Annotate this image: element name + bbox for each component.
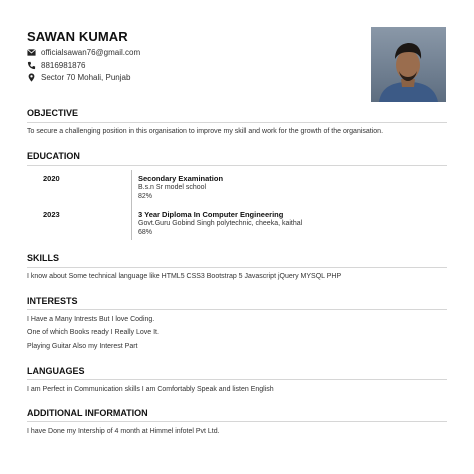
section-title-education: EDUCATION	[27, 151, 80, 161]
interest-line: Playing Guitar Also my Interest Part	[27, 343, 138, 350]
education-school: Govt.Guru Gobind Singh polytechnic, cheeka, kaithal	[138, 220, 303, 227]
interest-line: One of which Books ready I Really Love It.	[27, 329, 159, 336]
divider	[27, 421, 447, 422]
contact-phone	[27, 61, 86, 70]
education-school: B.s.n Sr model school	[138, 184, 207, 191]
education-timeline-line	[131, 170, 132, 240]
education-year: 2020	[43, 174, 60, 183]
email-text: officialsawan76@gmail.com	[41, 48, 141, 57]
profile-photo	[371, 27, 446, 102]
address-text: Sector 70 Mohali, Punjab	[41, 73, 131, 82]
divider	[27, 122, 447, 123]
languages-text: I am Perfect in Communication skills I am Comfortably Speak and listen English	[27, 386, 274, 393]
contact-address	[27, 73, 130, 82]
section-title-languages: LANGUAGES	[27, 366, 85, 376]
education-degree: 3 Year Diploma In Computer Engineering	[138, 210, 284, 219]
education-score: 68%	[138, 229, 153, 236]
divider	[27, 309, 447, 310]
location-icon	[27, 73, 36, 82]
section-title-skills: SKILLS	[27, 253, 60, 263]
contact-email	[27, 48, 140, 57]
section-title-objective: OBJECTIVE	[27, 108, 79, 118]
education-degree: Secondary Examination	[138, 174, 224, 183]
divider	[27, 267, 447, 268]
phone-icon	[27, 61, 36, 70]
divider	[27, 379, 447, 380]
additional-text: I have Done my Intership of 4 month at Himmel infotel Pvt Ltd.	[27, 428, 220, 435]
interest-line: I Have a Many Intrests But I love Coding.	[27, 316, 155, 323]
mail-icon	[27, 48, 36, 57]
education-year: 2023	[43, 210, 60, 219]
phone-text: 8816981876	[41, 61, 86, 70]
skills-text: I know about Some technical language like HTML5 CSS3 Bootstrap 5 Javascript jQuery MYSQL PHP	[27, 273, 342, 280]
divider	[27, 165, 447, 166]
candidate-name: SAWAN KUMAR	[27, 29, 128, 44]
education-score: 82%	[138, 193, 153, 200]
objective-text: To secure a challenging position in this organisation to improve my skill and work for the growth of the organisation.	[27, 128, 384, 135]
section-title-interests: INTERESTS	[27, 296, 78, 306]
section-title-additional: ADDITIONAL INFORMATION	[27, 408, 148, 418]
